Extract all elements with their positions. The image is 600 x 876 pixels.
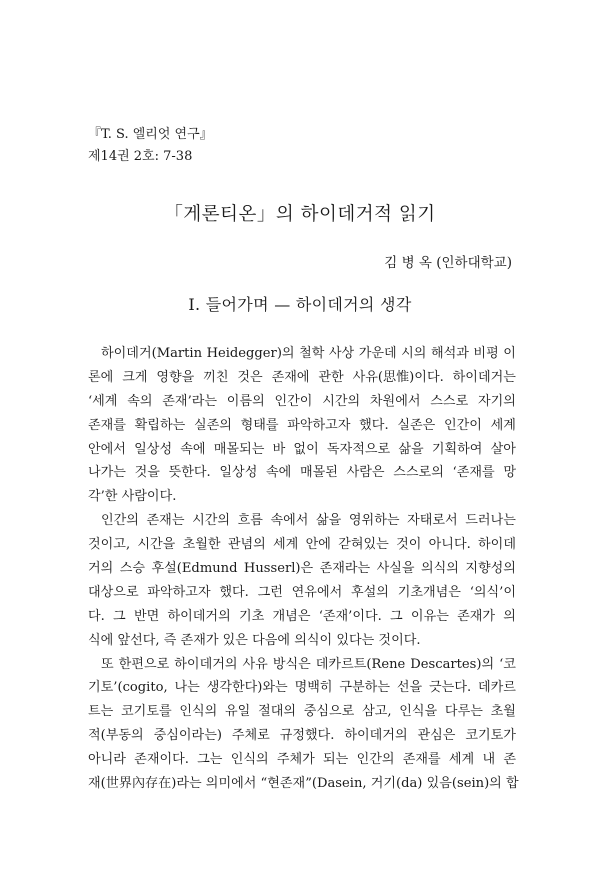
word: 존재에 (271, 369, 310, 385)
word: 사유 (242, 656, 268, 672)
word: 흐름 (237, 513, 263, 529)
word: 없이 (293, 441, 319, 457)
word: 절대의 (258, 704, 297, 720)
word: 존재라는 (319, 561, 371, 577)
text-line (88, 676, 516, 700)
paragraph (88, 509, 516, 652)
word: 아니다. (428, 537, 471, 553)
word: 안에서 (88, 441, 126, 457)
word: 되는 (323, 752, 349, 768)
word: 그런 (257, 584, 283, 600)
word: 독자적으로 (326, 441, 391, 457)
word: 또 (101, 656, 114, 672)
word: 사실을 (376, 561, 415, 577)
article-title: 「게론티온」의 하이데거적 읽기 (164, 204, 436, 225)
word: 자기의 (477, 393, 516, 409)
word: 하이데거의 (344, 728, 408, 744)
word: 비평 (473, 346, 499, 361)
word: 파악하고자 (147, 584, 211, 600)
word: 영향을 (156, 369, 195, 385)
text-line (88, 533, 516, 557)
word: 매몰된 (300, 465, 338, 481)
text-line: 각’한 사람이다. (88, 489, 177, 505)
word: 인식의 (230, 752, 269, 768)
word: 존재이다. (134, 752, 189, 768)
word: 인간이 (274, 393, 313, 409)
word: 것은 (237, 369, 263, 385)
word: 철학 (299, 346, 325, 361)
word: 존재가 (457, 608, 496, 624)
body-text (88, 342, 519, 796)
word: 세계 (273, 537, 299, 553)
text-line (88, 390, 516, 414)
word: 인식을 (399, 704, 438, 720)
paragraph (88, 653, 519, 796)
word: 유일 (225, 704, 251, 720)
word: 적(부동의 (88, 728, 144, 744)
word: 하이데거의 (167, 608, 231, 624)
word: ‘코 (499, 656, 516, 672)
word: 스스로의 (393, 465, 444, 481)
word: 속에서 (270, 513, 309, 529)
word: 시간을 (137, 537, 176, 553)
word: 일상성 (219, 465, 258, 481)
word: 했다. (219, 584, 249, 600)
word: 그 (113, 608, 126, 624)
word: 사상 (328, 346, 355, 361)
word: 규정했다. (279, 728, 335, 744)
word: 존재는 (146, 513, 185, 529)
word: 기초 (238, 608, 265, 624)
word: ‘의식’이 (469, 584, 516, 600)
word: 하이데 (478, 537, 516, 553)
word: 다. (88, 608, 105, 624)
word: 시의 (401, 346, 427, 361)
word: 후설의 (351, 584, 389, 600)
word: 것이고, (88, 537, 131, 553)
word: 구분하는 (339, 680, 390, 696)
word: Heidegger)의 (206, 346, 295, 361)
word: 내 (482, 752, 496, 768)
word: 기초개념은 (397, 584, 461, 600)
word: 코기토를 (121, 704, 172, 720)
text-line (88, 700, 516, 724)
word: 인간이 (443, 417, 482, 433)
word: 세계 (448, 752, 475, 768)
word: 자태로서 (407, 513, 458, 529)
word: 의 (503, 608, 516, 624)
section-heading: Ⅰ. 들어가며 — 하이데거의 생각 (188, 295, 412, 314)
word: 인간의 (356, 752, 395, 768)
word: 관심은 (417, 728, 456, 744)
word: 확립하는 (134, 417, 186, 433)
word: 삶을 (398, 441, 424, 457)
text-line (88, 414, 516, 438)
word: 이름의 (226, 393, 265, 409)
word: 초월한 (182, 537, 221, 553)
word: 속에 (180, 441, 206, 457)
word: 그는 (197, 752, 223, 768)
word: 그 (390, 608, 403, 624)
word: 시간의 (192, 513, 231, 529)
word: 영위하는 (348, 513, 400, 529)
word: 했다. (359, 417, 389, 433)
word: 갇혀있는 (338, 537, 389, 553)
word: 하이데거의 (174, 656, 238, 672)
word: 것을 (134, 465, 160, 481)
word: 관한 (318, 369, 344, 385)
word: 존재를 (402, 752, 441, 768)
word: 의식의 (420, 561, 459, 577)
word: 거의 (88, 561, 114, 577)
word: 살아 (490, 441, 516, 457)
word: 가운데 (358, 346, 397, 361)
author-affiliation: 김 병 옥 (인하대학교) (384, 255, 512, 271)
word: 인간의 (101, 513, 139, 529)
word: 데카르트(Rene (315, 656, 406, 672)
text-line (88, 653, 516, 677)
word: 사람은 (346, 465, 385, 481)
word: Descartes)의 (410, 656, 495, 672)
word: 스스로 (430, 393, 469, 409)
word: 파악하고자 (287, 417, 351, 433)
word: 나가는 (88, 465, 126, 481)
word: 존재를 (88, 417, 126, 433)
text-line: 재(世界內存在)라는 의미에서 “현존재”(Dasein, 거기(da) 있음(sein)의 합 (88, 776, 519, 792)
word: 존재’라는 (162, 393, 218, 409)
word: 해석과 (430, 346, 469, 361)
word: 매몰되는 (213, 441, 265, 457)
word: 사유(思惟)이다. (352, 369, 444, 385)
word: ‘존재’이다. (318, 608, 382, 624)
word: 형태를 (240, 417, 279, 433)
word: 데카르 (477, 680, 516, 696)
text-line (88, 438, 516, 462)
word: 아니라 (88, 752, 126, 768)
word: 크게 (122, 369, 148, 385)
paragraph (88, 342, 516, 509)
word: 관념의 (227, 537, 266, 553)
word: 이유는 (410, 608, 449, 624)
word: 시간의 (322, 393, 361, 409)
word: 기토’(cogito, (88, 680, 168, 696)
word: 중심이라는) (153, 728, 222, 744)
word: 후설(Edmund (151, 561, 238, 577)
word: 지향성의 (465, 561, 516, 577)
text-line (88, 509, 516, 533)
word: 실존의 (193, 417, 232, 433)
word: 삶을 (316, 513, 342, 529)
word: 바 (272, 441, 286, 457)
word: ‘존재를 (452, 465, 495, 481)
text-line (88, 366, 516, 390)
text-line (88, 748, 516, 772)
word: 론에 (88, 369, 114, 385)
word: 안에 (305, 537, 331, 553)
word: 뜻한다. (168, 465, 211, 481)
journal-issue: 제14권 2호: 7-38 (88, 149, 193, 164)
word: 방식은 (272, 656, 311, 672)
text-line (88, 557, 516, 581)
word: 나는 (174, 680, 200, 696)
word: 속에 (266, 465, 292, 481)
word: 실존은 (397, 417, 436, 433)
word: 끼친 (203, 369, 229, 385)
word: 트는 (88, 704, 114, 720)
word: Husserl)은 (243, 561, 314, 577)
word: 주체가 (276, 752, 315, 768)
text-line (88, 461, 516, 485)
word: 하이데거(Martin (101, 346, 203, 361)
word: 일상성 (134, 441, 173, 457)
word: 인식의 (179, 704, 218, 720)
word: 다루는 (444, 704, 483, 720)
word: 차원에서 (369, 393, 421, 409)
word: 삼고, (362, 704, 392, 720)
word: 기획하여 (431, 441, 483, 457)
word: 개념은 (272, 608, 311, 624)
word: 하이데거는 (452, 369, 516, 385)
word: 존 (503, 752, 516, 768)
word: 생각한다)와는 (206, 680, 288, 696)
text-line (88, 342, 516, 366)
word: 드러나는 (465, 513, 516, 529)
word: 초월 (490, 704, 516, 720)
word: 연유에서 (291, 584, 343, 600)
text-line: 식에 앞선다, 즉 존재가 있은 다음에 의식이 있다는 것이다. (88, 632, 421, 648)
word: 스승 (119, 561, 146, 577)
word: 속의 (127, 393, 153, 409)
word: 반면 (133, 608, 160, 624)
word: 이 (503, 346, 516, 361)
text-line (88, 581, 516, 605)
word: 망 (503, 465, 516, 481)
word: 선을 (396, 680, 423, 696)
journal-info (88, 124, 213, 168)
word: 긋는다. (429, 680, 472, 696)
word: 중심으로 (303, 704, 355, 720)
word: ‘세계 (88, 393, 118, 409)
text-line (88, 605, 516, 629)
journal-name: 『T. S. 엘리엇 연구』 (88, 127, 213, 142)
text-line (88, 724, 516, 748)
word: 코기토가 (465, 728, 516, 744)
word: 세계 (490, 417, 516, 433)
word: 명백히 (294, 680, 333, 696)
word: 주체로 (231, 728, 270, 744)
word: 대상으로 (88, 584, 139, 600)
word: 것이 (396, 537, 422, 553)
word: 한편으로 (118, 656, 170, 672)
